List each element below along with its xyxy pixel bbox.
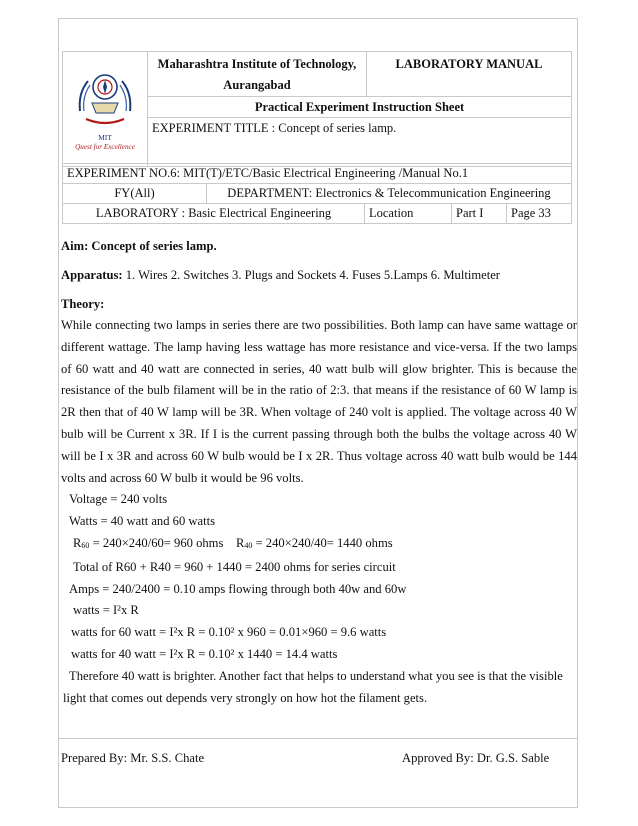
part-cell: Part I: [452, 204, 507, 224]
institute-logo: [63, 52, 148, 167]
equation-resistances: [61, 533, 577, 557]
equation-watts-formula: watts = I²x R: [73, 603, 139, 618]
logo-tagline: Quest for Excellence: [75, 142, 135, 151]
r60-subscript: 60: [81, 540, 90, 550]
institute-name-line2: Aurangabad: [223, 78, 291, 92]
aim-heading: Aim: Concept of series lamp.: [61, 239, 217, 253]
conclusion-line-2: light that comes out depends very strongly on how hot the filament gets.: [63, 690, 428, 705]
equation-voltage: Voltage = 240 volts: [69, 492, 168, 507]
experiment-title: EXPERIMENT TITLE : Concept of series lamp.: [148, 118, 572, 167]
equation-watts-40: watts for 40 watt = I²x R = 0.10² x 1440 = 14.4 watts: [71, 646, 338, 661]
approved-by: Approved By: Dr. G.S. Sable: [402, 751, 550, 765]
equation-watts-60: watts for 60 watt = I²x R = 0.10² x 960 = 0.01×960 = 9.6 watts: [71, 625, 387, 640]
equation-total-resistance: Total of R60 + R40 = 960 + 1440 = 2400 ohms for series circuit: [73, 559, 396, 574]
header-table: [62, 51, 572, 167]
apparatus-line: [61, 265, 577, 285]
institute-name-line1: Maharashtra Institute of Technology,: [157, 57, 357, 71]
logo-name: MIT: [98, 132, 112, 142]
r60-value: = 240×240/60= 960 ohms: [92, 535, 224, 550]
prepared-by: Prepared By: Mr. S.S. Chate: [61, 751, 205, 765]
department-cell: DEPARTMENT: Electronics & Telecommunication Engineering: [207, 184, 572, 204]
experiment-info-table: [62, 163, 572, 224]
r60-symbol: R: [73, 535, 82, 550]
experiment-number: EXPERIMENT NO.6: MIT(T)/ETC/Basic Electrical Engineering /Manual No.1: [63, 164, 572, 184]
document-body: [61, 236, 577, 709]
theory-heading: Theory:: [61, 297, 105, 311]
practical-sheet-title: Practical Experiment Instruction Sheet: [148, 97, 572, 118]
institute-name-cell: [148, 52, 367, 97]
theory-paragraph: While connecting two lamps in series there are two possibilities. Both lamp can have same wattage or different wattage. The lamp having less wattage has more resistance and vice-versa. If the two lamps of 60 watt and 40 watt are connected in series, 40 watt bulb will glow brighter. This is because the resistance of the bulb filament will be in the ratio of 2:3. that means if the resistance of 60 W lamp is 2R then that of 40 W lamp will be 3R. When voltage of 240 volt is applied. The voltage across 40 W bulb will be Current x 3R. If I is the current passing through both the bulbs the voltage across 40 W will be I x 3R and across 60 W bulb would be I x 2R. Thus voltage across 40 watt bulb would be 144 volts and across 60 W bulb it would be 96 volts.: [61, 318, 577, 485]
page-footer: [58, 738, 578, 779]
location-cell: Location: [365, 204, 452, 224]
laboratory-manual-label: LABORATORY MANUAL: [367, 52, 572, 97]
apparatus-label: Apparatus:: [61, 268, 123, 282]
conclusion-line-1: Therefore 40 watt is brighter. Another fact that helps to understand what you see is that the visible: [69, 668, 563, 683]
r40-subscript: 40: [244, 540, 253, 550]
mit-emblem-icon: [70, 67, 140, 129]
equation-watts: Watts = 40 watt and 60 watts: [69, 514, 215, 529]
r40-value: = 240×240/40= 1440 ohms: [255, 535, 393, 550]
laboratory-cell: LABORATORY : Basic Electrical Engineering: [63, 204, 365, 224]
r40-symbol: R: [235, 535, 245, 550]
equation-amps: Amps = 240/2400 = 0.10 amps flowing through both 40w and 60w: [69, 581, 407, 596]
page-number-cell: Page 33: [507, 204, 572, 224]
apparatus-text: 1. Wires 2. Switches 3. Plugs and Sockets 4. Fuses 5.Lamps 6. Multimeter: [122, 268, 500, 282]
year-cell: FY(All): [63, 184, 207, 204]
